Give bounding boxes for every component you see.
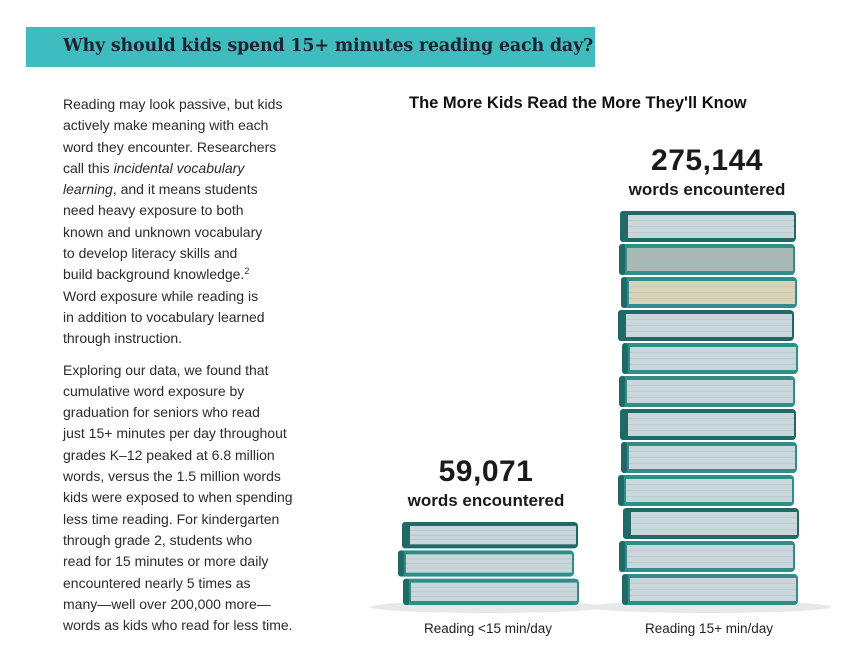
book-1-5	[620, 409, 796, 440]
body-text-segment: encountered nearly 5 times as	[63, 574, 251, 591]
body-text-segment: , and it means students	[112, 181, 258, 198]
bar-1	[618, 211, 799, 605]
book-1-6	[619, 376, 795, 407]
body-text-segment: known and unknown vocabulary	[63, 223, 263, 240]
body-text-segment: graduation for seniors who read	[63, 404, 260, 421]
book-1-9	[621, 277, 797, 308]
value-label-15-plus	[612, 146, 802, 198]
body-text-segment: just 15+ minutes per day throughout	[63, 425, 287, 442]
body-text-segment: call this	[63, 159, 114, 176]
value-label-less-15	[395, 457, 577, 509]
page-title: Why should kids spend 15+ minutes reading each day?	[63, 36, 594, 56]
body-text-segment: kids were exposed to when spending	[63, 489, 293, 506]
value-suffix-15-plus: words encountered	[628, 180, 786, 199]
book-0-2	[402, 522, 578, 548]
book-1-4	[621, 442, 797, 473]
body-text-segment: many—well over 200,000 more—	[63, 595, 271, 612]
body-text-segment: learning	[63, 181, 113, 198]
body-text-segment: incidental vocabulary	[113, 159, 245, 176]
value-number-less-15: 59,071	[438, 455, 534, 488]
book-0-0	[403, 579, 579, 605]
chart-title: The More Kids Read the More They'll Know	[409, 94, 747, 112]
body-text-segment: build background knowledge.	[63, 266, 245, 283]
value-suffix-less-15: words encountered	[407, 491, 565, 510]
book-1-3	[618, 475, 794, 506]
body-text-segment: less time reading. For kindergarten	[63, 510, 280, 527]
body-text-segment: Word exposure while reading is	[63, 287, 259, 304]
book-1-8	[618, 310, 794, 341]
body-text-segment: Exploring our data, we found that	[63, 361, 269, 378]
book-1-0	[622, 574, 798, 605]
body-text-segment: words, versus the 1.5 million words	[63, 468, 281, 485]
body-text-segment: cumulative word exposure by	[63, 382, 245, 399]
body-text-segment: read for 15 minutes or more daily	[63, 553, 269, 570]
book-0-1	[398, 550, 574, 576]
body-text-segment: through instruction.	[63, 330, 183, 347]
body-text-segment: through grade 2, students who	[63, 531, 253, 548]
body-text-segment: grades K–12 peaked at 6.8 million	[63, 446, 275, 463]
value-number-15-plus: 275,144	[651, 144, 763, 177]
body-text-segment: word they encounter. Researchers	[63, 138, 277, 155]
body-text-segment: actively make meaning with each	[63, 117, 269, 134]
book-1-7	[622, 343, 798, 374]
bar-0	[398, 522, 579, 605]
book-1-11	[620, 211, 796, 242]
body-text-segment: in addition to vocabulary learned	[63, 308, 265, 325]
body-text-segment: words as kids who read for less time.	[63, 617, 293, 634]
book-1-10	[619, 244, 795, 275]
category-label-less-15: Reading <15 min/day	[424, 621, 552, 636]
book-1-1	[619, 541, 795, 572]
footnote-ref: 2	[244, 266, 250, 277]
body-text-segment: Reading may look passive, but kids	[63, 96, 283, 112]
category-label-15-plus: Reading 15+ min/day	[645, 621, 773, 636]
body-text-segment: to develop literacy skills and	[63, 245, 238, 262]
body-text-segment: need heavy exposure to both	[63, 202, 244, 219]
book-1-2	[623, 508, 799, 539]
